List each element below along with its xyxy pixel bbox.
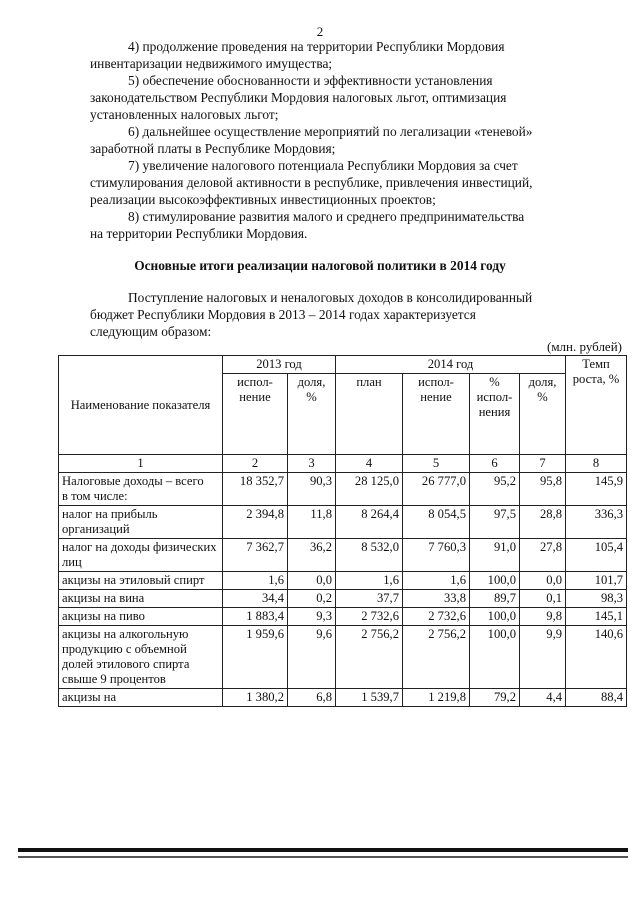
row-name: акцизы на этиловый спирт [59, 572, 223, 590]
value-cell: 100,0 [470, 572, 520, 590]
text-line: 5) обеспечение обоснованности и эффективности установления [128, 73, 493, 88]
text-line: Поступление налоговых и неналоговых доходов в консолидированный [128, 290, 533, 305]
text-line: заработной платы в Республике Мордовия; [90, 141, 336, 156]
header-name: Наименование показателя [59, 356, 223, 455]
table-row [59, 473, 627, 506]
value-cell: 0,0 [288, 572, 336, 590]
value-cell: 1,6 [336, 572, 403, 590]
summary-paragraph [90, 289, 592, 340]
table-row [59, 590, 627, 608]
table-row [59, 572, 627, 590]
value-cell: 8 264,4 [336, 506, 403, 539]
value-cell: 1,6 [403, 572, 470, 590]
value-cell: 9,9 [520, 626, 566, 689]
tax-revenue-table [58, 355, 627, 707]
row-name: акцизы на [59, 689, 223, 707]
value-cell: 89,7 [470, 590, 520, 608]
value-cell: 336,3 [566, 506, 627, 539]
value-cell: 1 380,2 [223, 689, 288, 707]
value-cell: 9,8 [520, 608, 566, 626]
unit-label: (млн. рублей) [547, 339, 622, 354]
column-number-row [59, 455, 627, 473]
column-number: 6 [470, 455, 520, 473]
value-cell: 0,2 [288, 590, 336, 608]
value-cell: 2 394,8 [223, 506, 288, 539]
value-cell: 101,7 [566, 572, 627, 590]
value-cell: 1 883,4 [223, 608, 288, 626]
scan-edge-line [18, 856, 628, 858]
value-cell: 37,7 [336, 590, 403, 608]
header-share-2014: доля, % [520, 374, 566, 455]
column-number: 8 [566, 455, 627, 473]
row-name: налог на прибыль организаций [59, 506, 223, 539]
table-row [59, 626, 627, 689]
column-number: 3 [288, 455, 336, 473]
text-line: следующим образом: [90, 324, 212, 339]
intro-item-5 [90, 72, 592, 123]
value-cell: 9,3 [288, 608, 336, 626]
table-row [59, 506, 627, 539]
column-number: 7 [520, 455, 566, 473]
header-pct-execution: % испол-нения [470, 374, 520, 455]
text-line: инвентаризации недвижимого имущества; [90, 56, 333, 71]
value-cell: 105,4 [566, 539, 627, 572]
row-subheading: в том числе: [62, 489, 128, 503]
value-cell: 2 756,2 [336, 626, 403, 689]
value-cell: 7 362,7 [223, 539, 288, 572]
value-cell: 97,5 [470, 506, 520, 539]
intro-item-4 [90, 38, 592, 72]
page-number: 2 [316, 24, 324, 39]
value-cell: 2 732,6 [403, 608, 470, 626]
header-execution-2013: испол-нение [223, 374, 288, 455]
value-cell: 27,8 [520, 539, 566, 572]
value-cell: 2 732,6 [336, 608, 403, 626]
value-cell: 1 959,6 [223, 626, 288, 689]
value-cell: 90,3 [288, 473, 336, 506]
row-name: акцизы на вина [59, 590, 223, 608]
value-cell: 26 777,0 [403, 473, 470, 506]
text-line: 4) продолжение проведения на территории Республики Мордовия [128, 39, 505, 54]
row-name: налог на доходы физических лиц [59, 539, 223, 572]
intro-item-6 [90, 123, 592, 157]
value-cell: 100,0 [470, 626, 520, 689]
text-line: 6) дальнейшее осуществление мероприятий по легализации «теневой» [128, 124, 533, 139]
value-cell: 95,2 [470, 473, 520, 506]
text-line: бюджет Республики Мордовия в 2013 – 2014 годах характеризуется [90, 307, 476, 322]
row-name: акцизы на алкогольную продукцию с объемной долей этилового спирта свыше 9 процентов [59, 626, 223, 689]
value-cell: 18 352,7 [223, 473, 288, 506]
value-cell: 140,6 [566, 626, 627, 689]
table-row [59, 689, 627, 707]
row-name: Налоговые доходы – всего [62, 474, 204, 488]
value-cell: 91,0 [470, 539, 520, 572]
table-row [59, 539, 627, 572]
header-2013: 2013 год [223, 356, 336, 374]
text-line: законодательством Республики Мордовия налоговых льгот, оптимизация [90, 90, 507, 105]
value-cell: 1 219,8 [403, 689, 470, 707]
value-cell: 11,8 [288, 506, 336, 539]
value-cell: 100,0 [470, 608, 520, 626]
value-cell: 98,3 [566, 590, 627, 608]
table-row [59, 608, 627, 626]
text-line: стимулирования деловой активности в республике, привлечения инвестиций, [90, 175, 533, 190]
column-number: 2 [223, 455, 288, 473]
text-line: реализации высокоэффективных инвестиционных проектов; [90, 192, 436, 207]
value-cell: 9,6 [288, 626, 336, 689]
text-line: установленных налоговых льгот; [90, 107, 279, 122]
value-cell: 88,4 [566, 689, 627, 707]
intro-item-7 [90, 157, 592, 208]
column-number: 5 [403, 455, 470, 473]
value-cell: 79,2 [470, 689, 520, 707]
text-line: на территории Республики Мордовия. [90, 226, 308, 241]
value-cell: 0,1 [520, 590, 566, 608]
text-line: 8) стимулирование развития малого и среднего предпринимательства [128, 209, 525, 224]
value-cell: 145,1 [566, 608, 627, 626]
value-cell: 36,2 [288, 539, 336, 572]
header-execution-2014: испол-нение [403, 374, 470, 455]
row-label [59, 473, 223, 506]
header-2014: 2014 год [336, 356, 566, 374]
value-cell: 0,0 [520, 572, 566, 590]
section-title: Основные итоги реализации налоговой политики в 2014 году [134, 258, 506, 273]
value-cell: 8 532,0 [336, 539, 403, 572]
value-cell: 95,8 [520, 473, 566, 506]
value-cell: 2 756,2 [403, 626, 470, 689]
value-cell: 28 125,0 [336, 473, 403, 506]
header-row [59, 356, 627, 374]
value-cell: 6,8 [288, 689, 336, 707]
text-line: 7) увеличение налогового потенциала Республики Мордовия за счет [128, 158, 518, 173]
value-cell: 1 539,7 [336, 689, 403, 707]
column-number: 1 [59, 455, 223, 473]
value-cell: 33,8 [403, 590, 470, 608]
value-cell: 34,4 [223, 590, 288, 608]
intro-item-8 [90, 208, 592, 242]
row-name: акцизы на пиво [59, 608, 223, 626]
column-number: 4 [336, 455, 403, 473]
value-cell: 4,4 [520, 689, 566, 707]
value-cell: 28,8 [520, 506, 566, 539]
header-growth: Темп роста, % [566, 356, 627, 455]
header-share-2013: доля, % [288, 374, 336, 455]
scan-edge-line [18, 848, 628, 852]
value-cell: 145,9 [566, 473, 627, 506]
value-cell: 1,6 [223, 572, 288, 590]
value-cell: 7 760,3 [403, 539, 470, 572]
value-cell: 8 054,5 [403, 506, 470, 539]
header-plan: план [336, 374, 403, 455]
